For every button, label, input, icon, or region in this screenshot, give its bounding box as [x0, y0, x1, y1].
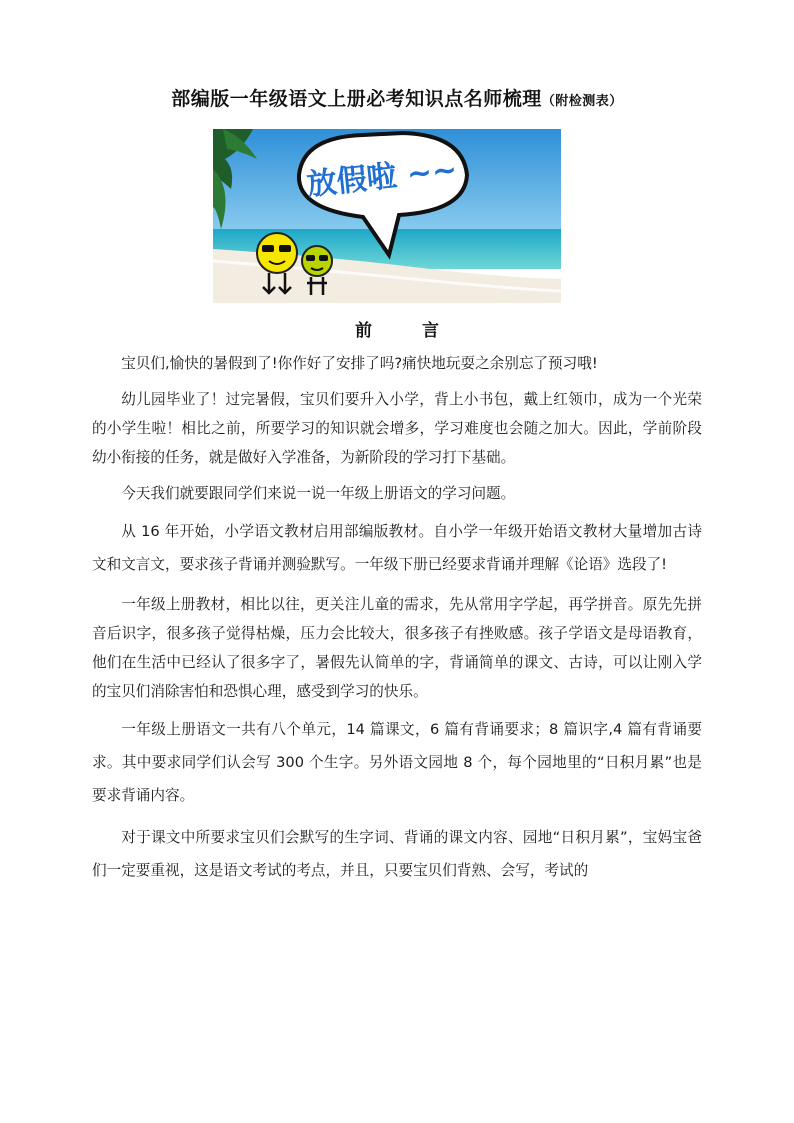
title-main: 部编版一年级语文上册必考知识点名师梳理: [171, 88, 542, 110]
document-title: [0, 84, 794, 111]
paragraph: 一年级上册教材，相比以往，更关注儿童的需求，先从常用字学起，再学拼音。原先先拼音后识字，很多孩子觉得枯燥，压力会比较大，很多孩子有挫败感。孩子学语文是母语教育，他们在生活中已经认了很多字了，暑假先认简单的字，背诵简单的课文、古诗，可以让刚入学的宝贝们消除害怕和恐惧心理，感受到学习的快乐。: [92, 596, 702, 700]
paragraph: 幼儿园毕业了！过完暑假，宝贝们要升入小学，背上小书包，戴上红领巾，成为一个光荣的小学生啦！相比之前，所要学习的知识就会增多，学习难度也会随之加大。因此，学前阶段幼小衔接的任务，就是做好入学准备，为新阶段的学习打下基础。: [92, 391, 702, 466]
paragraph: 从 16 年开始，小学语文教材启用部编版教材。自小学一年级开始语文教材大量增加古诗文和文言文，要求孩子背诵并测验默写。一年级下册已经要求背诵并理解《论语》选段了!: [92, 523, 702, 573]
paragraph: 今天我们就要跟同学们来说一说一年级上册语文的学习问题。: [121, 485, 516, 502]
document-body: [92, 349, 702, 896]
paragraph: 宝贝们,愉快的暑假到了!你作好了安排了吗?痛快地玩耍之余别忘了预习哦!: [121, 355, 598, 372]
preface-heading: 前 言: [355, 321, 461, 341]
speech-text: 放假啦 ~~: [305, 152, 459, 203]
vacation-banner-image: [213, 129, 561, 303]
title-sub: （附检测表）: [541, 94, 623, 109]
paragraph: 一年级上册语文一共有八个单元，14 篇课文，6 篇有背诵要求；8 篇识字,4 篇有背诵要求。其中要求同学们认会写 300 个生字。另外语文园地 8 个，每个园地里的“日积月累”也是要求背诵内容。: [92, 721, 702, 804]
beach-illustration: [213, 129, 561, 303]
paragraph: 对于课文中所要求宝贝们会默写的生字词、背诵的课文内容、园地“日积月累”，宝妈宝爸们一定要重视，这是语文考试的考点，并且，只要宝贝们背熟、会写，考试的: [92, 829, 702, 879]
